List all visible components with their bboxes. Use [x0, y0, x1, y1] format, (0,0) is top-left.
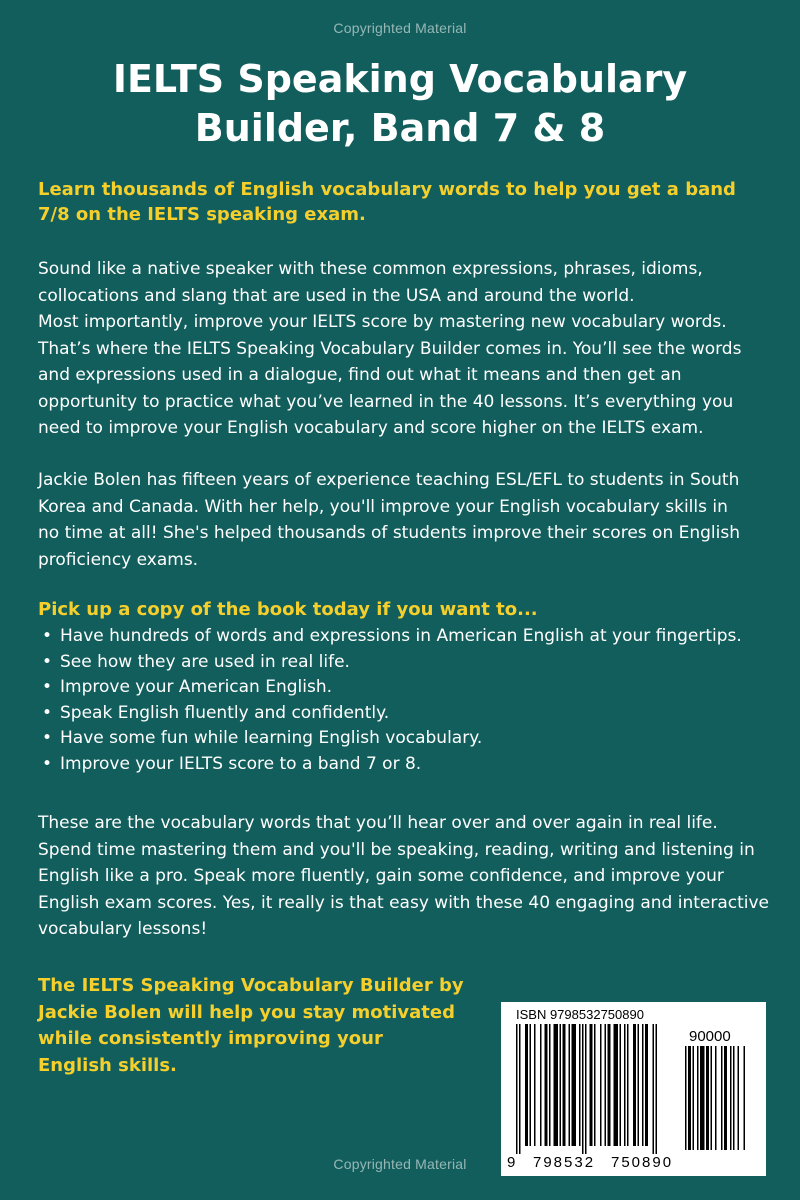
- barcode-bar: [594, 1024, 596, 1146]
- barcode-bar: [715, 1046, 717, 1150]
- paragraph-line: vocabulary lessons!: [38, 919, 208, 939]
- barcode-bar: [600, 1024, 602, 1146]
- list-item-text: See how they are used in real life.: [60, 651, 350, 672]
- copyright-watermark-top: Copyrighted Material: [333, 20, 467, 36]
- price-code: 90000: [689, 1028, 731, 1045]
- paragraph-line: collocations and slang that are used in the USA and around the world.: [38, 285, 635, 306]
- barcode-bar: [530, 1024, 532, 1146]
- benefits-heading: Pick up a copy of the book today if you want to...: [38, 599, 538, 620]
- paragraph-line: Jackie Bolen has fifteen years of experience teaching ESL/EFL to students in South: [38, 470, 740, 490]
- barcode-bar: [540, 1024, 542, 1146]
- barcode-bar: [516, 1024, 518, 1154]
- book-title: [0, 55, 800, 153]
- bullet-icon: •: [42, 702, 53, 723]
- barcode-bar: [534, 1024, 536, 1146]
- barcode-bar: [733, 1046, 735, 1150]
- barcode-bar: [590, 1024, 593, 1146]
- barcode-bar: [744, 1046, 746, 1150]
- list-item-text: Improve your IELTS score to a band 7 or 8.: [60, 753, 422, 774]
- closing-line: Jackie Bolen will help you stay motivated: [38, 1001, 455, 1023]
- barcode-bar: [525, 1024, 528, 1146]
- barcode-bar: [711, 1046, 713, 1150]
- barcode-bar: [724, 1046, 727, 1150]
- closing-highlight: [38, 973, 478, 1079]
- bullet-icon: •: [42, 626, 53, 646]
- barcode-bar: [585, 1024, 587, 1154]
- description-paragraph: [38, 256, 798, 442]
- bullet-icon: •: [42, 677, 53, 697]
- paragraph-line: Korea and Canada. With her help, you'll improve your English vocabulary skills in: [38, 496, 728, 517]
- intro-line: Learn thousands of English vocabulary words to help you get a band: [38, 179, 736, 200]
- barcode-bar: [653, 1024, 655, 1154]
- barcode-bar: [608, 1024, 611, 1146]
- bullet-icon: •: [42, 753, 53, 774]
- barcode-bar: [624, 1024, 626, 1146]
- list-item: [38, 726, 798, 752]
- barcode-bar: [620, 1024, 622, 1146]
- barcode-bar: [693, 1046, 695, 1150]
- barcode-bar: [730, 1046, 732, 1150]
- isbn-barcode: [501, 1002, 766, 1176]
- barcode-bar: [554, 1024, 559, 1146]
- barcode-bar: [633, 1024, 636, 1146]
- barcode-bar: [738, 1046, 740, 1150]
- barcode-bar: [685, 1046, 687, 1150]
- barcode-bar: [706, 1046, 709, 1150]
- paragraph-line: and expressions used in a dialogue, find out what it means and then get an: [38, 365, 682, 385]
- paragraph-line: need to improve your English vocabulary and score higher on the IELTS exam.: [38, 418, 704, 438]
- barcode-bar: [579, 1024, 581, 1146]
- paragraph-line: That’s where the IELTS Speaking Vocabulary Builder comes in. You’ll see the words: [38, 338, 742, 359]
- barcode-bar: [642, 1024, 644, 1146]
- bullet-icon: •: [42, 651, 53, 672]
- paragraph-line: English like a pro. Speak more fluently, gain some confidence, and improve your: [38, 866, 724, 886]
- paragraph-line: proficiency exams.: [38, 549, 199, 570]
- list-item-text: Have some fun while learning English vocabulary.: [60, 728, 483, 748]
- paragraph-line: Sound like a native speaker with these common expressions, phrases, idioms,: [38, 259, 703, 279]
- barcode-bar: [645, 1024, 648, 1146]
- barcode-bar: [688, 1046, 691, 1150]
- barcode-bar: [560, 1024, 562, 1146]
- barcode-bar: [721, 1046, 723, 1150]
- bullet-icon: •: [42, 728, 53, 748]
- paragraph-line: English exam scores. Yes, it really is that easy with these 40 engaging and interactive: [38, 892, 770, 913]
- barcode-bar: [605, 1024, 607, 1146]
- barcode-bar: [519, 1024, 521, 1154]
- intro-highlight: [38, 177, 778, 227]
- barcode-bar: [638, 1024, 640, 1146]
- intro-line: 7/8 on the IELTS speaking exam.: [38, 204, 366, 225]
- list-item: [38, 624, 798, 650]
- paragraph-line: Spend time mastering them and you'll be speaking, reading, writing and listening in: [38, 839, 755, 860]
- title-line: Builder, Band 7 & 8: [194, 106, 606, 150]
- barcode-bar: [582, 1024, 584, 1154]
- title-line: IELTS Speaking Vocabulary: [112, 57, 688, 101]
- barcode-bar: [572, 1024, 577, 1146]
- barcode-bar: [563, 1024, 566, 1146]
- barcode-bar: [569, 1024, 571, 1146]
- author-bio-paragraph: [38, 467, 798, 573]
- barcode-bar: [614, 1024, 619, 1146]
- barcode-bar: [549, 1024, 551, 1146]
- barcode-digit-first: 9: [507, 1154, 516, 1171]
- barcode-bar: [700, 1046, 705, 1150]
- barcode-digits-right: 750890: [611, 1154, 674, 1171]
- closing-line: English skills.: [38, 1054, 177, 1076]
- barcode-bar: [697, 1046, 699, 1150]
- list-item: [38, 701, 798, 727]
- paragraph-line: These are the vocabulary words that you’ll hear over and over again in real life.: [38, 813, 718, 833]
- list-item-text: Speak English fluently and confidently.: [60, 702, 390, 723]
- list-item-text: Improve your American English.: [60, 677, 333, 697]
- barcode-bar: [627, 1024, 629, 1146]
- vocabulary-paragraph: [38, 810, 798, 943]
- barcode-bar: [545, 1024, 548, 1146]
- paragraph-line: Most importantly, improve your IELTS score by mastering new vocabulary words.: [38, 312, 727, 332]
- list-item: [38, 752, 798, 778]
- list-item-text: Have hundreds of words and expressions in American English at your fingertips.: [60, 626, 742, 646]
- barcode-addon-bars: [685, 1046, 749, 1156]
- copyright-watermark-bottom: Copyrighted Material: [333, 1156, 467, 1172]
- closing-line: while consistently improving your: [38, 1028, 383, 1049]
- barcode-digits-left: 798532: [533, 1154, 596, 1171]
- list-item: [38, 675, 798, 701]
- isbn-label: ISBN 9798532750890: [516, 1007, 644, 1022]
- paragraph-line: no time at all! She's helped thousands of students improve their scores on English: [38, 523, 741, 543]
- barcode-bar: [656, 1024, 658, 1154]
- barcode-bars: [516, 1024, 682, 1156]
- benefits-list: [38, 624, 798, 777]
- paragraph-line: opportunity to practice what you’ve learned in the 40 lessons. It’s everything you: [38, 391, 734, 412]
- closing-line: The IELTS Speaking Vocabulary Builder by: [38, 975, 464, 996]
- list-item: [38, 650, 798, 676]
